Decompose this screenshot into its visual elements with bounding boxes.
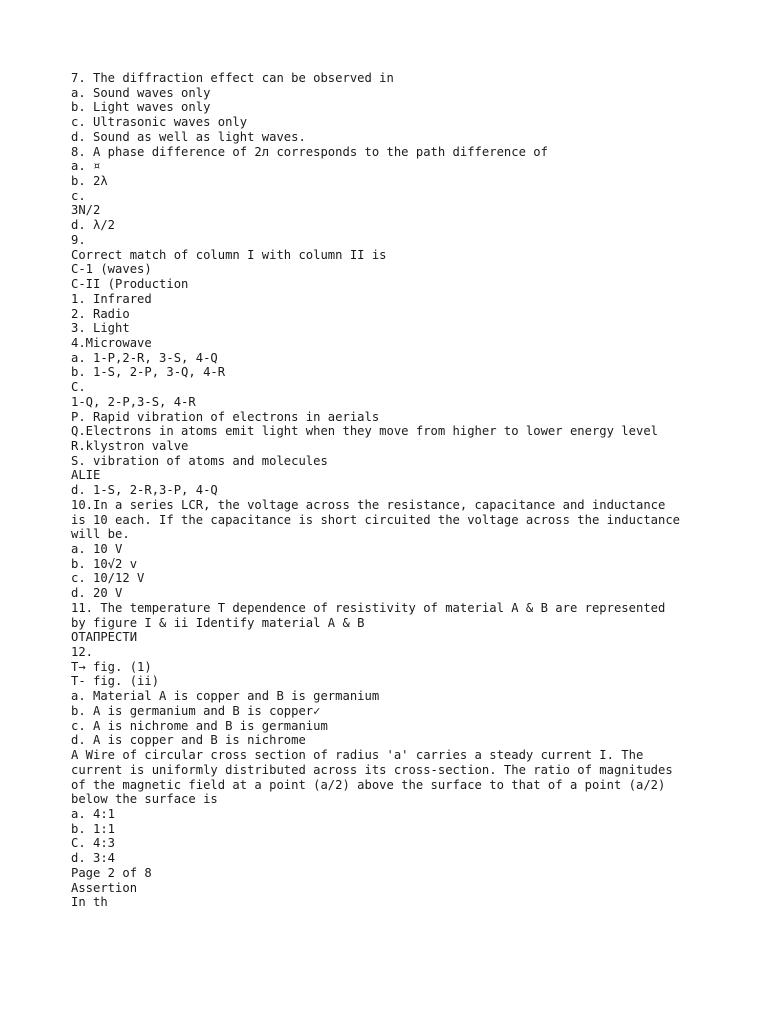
text-line: S. vibration of atoms and molecules: [71, 453, 328, 468]
text-line: below the surface is: [71, 792, 218, 807]
text-line: by figure I & ii Identify material A & B: [71, 615, 365, 630]
text-line: C-II (Production: [71, 277, 189, 292]
text-line: d. λ/2: [71, 218, 116, 233]
text-line: d. 3:4: [71, 851, 116, 866]
text-line: a. 10 V: [71, 542, 123, 556]
text-line: a. Material A is copper and B is germanium: [71, 689, 380, 704]
text-line: d. 1-S, 2-R,3-P, 4-Q: [71, 483, 218, 498]
text-line: R.klystron valve: [71, 438, 189, 453]
text-line: T→ fig. (1): [71, 659, 152, 674]
text-line: 1-Q, 2-P,3-S, 4-R: [71, 394, 196, 409]
text-line: 2. Radio: [71, 306, 130, 321]
text-line: b. A is germanium and B is copper✓: [71, 703, 321, 718]
text-line: a. Sound waves only: [71, 85, 211, 100]
text-line: P. Rapid vibration of electrons in aerials: [71, 409, 380, 424]
text-line: c. Ultrasonic waves only: [71, 115, 248, 130]
document-text: [71, 71, 731, 910]
text-line: C.: [71, 380, 86, 395]
text-line: a. ¤: [71, 159, 101, 174]
text-line: will be.: [71, 527, 130, 542]
text-line: T- fig. (ii): [71, 674, 160, 689]
text-line: c. 10/12 V: [71, 571, 145, 586]
text-line: 8. A phase difference of 2л corresponds to the path difference of: [71, 144, 548, 159]
text-line: d. A is copper and B is nichrome: [71, 733, 306, 748]
text-line: c.: [71, 188, 86, 203]
text-line: C-1 (waves): [71, 262, 152, 277]
text-line: current is uniformly distributed across its cross-section. The ratio of magnitudes: [71, 762, 673, 777]
text-line: A Wire of circular cross section of radius 'a' carries a steady current I. The: [71, 748, 644, 763]
text-line: 4.Microwave: [71, 335, 152, 350]
text-line: 10.In a series LCR, the voltage across the resistance, capacitance and inductance: [71, 497, 666, 512]
text-line: b. 10√2 v: [71, 556, 138, 571]
text-line: is 10 each. If the capacitance is short circuited the voltage across the inductance: [71, 512, 681, 527]
text-line: 3N/2: [71, 203, 101, 218]
text-line: Q.Electrons in atoms emit light when they move from higher to lower energy level: [71, 424, 658, 439]
text-line: of the magnetic field at a point (a/2) above the surface to that of a point (a/2): [71, 777, 666, 792]
text-line: C. 4:3: [71, 836, 116, 851]
text-line: b. Light waves only: [71, 100, 211, 115]
text-line: ALIE: [71, 468, 101, 483]
text-line: ОТАПРЕСТИ: [71, 630, 138, 645]
text-line: d. Sound as well as light waves.: [71, 129, 306, 144]
text-line: b. 1:1: [71, 821, 116, 836]
text-line: a. 1-P,2-R, 3-S, 4-Q: [71, 350, 218, 365]
text-line: 3. Light: [71, 321, 130, 336]
text-line: d. 20 V: [71, 586, 123, 601]
text-line: In th: [71, 895, 108, 910]
text-line: Assertion: [71, 880, 138, 895]
text-line: 7. The diffraction effect can be observed in: [71, 71, 394, 85]
text-line: Page 2 of 8: [71, 865, 152, 880]
text-line: 11. The temperature T dependence of resistivity of material A & B are represented: [71, 600, 666, 615]
text-line: c. A is nichrome and B is germanium: [71, 718, 328, 733]
text-line: b. 1-S, 2-P, 3-Q, 4-R: [71, 365, 226, 380]
text-line: 9.: [71, 232, 86, 247]
text-line: 1. Infrared: [71, 291, 152, 306]
text-line: a. 4:1: [71, 806, 116, 821]
text-line: 12.: [71, 645, 94, 660]
text-line: b. 2λ: [71, 174, 108, 189]
text-line: Correct match of column I with column II is: [71, 247, 387, 262]
